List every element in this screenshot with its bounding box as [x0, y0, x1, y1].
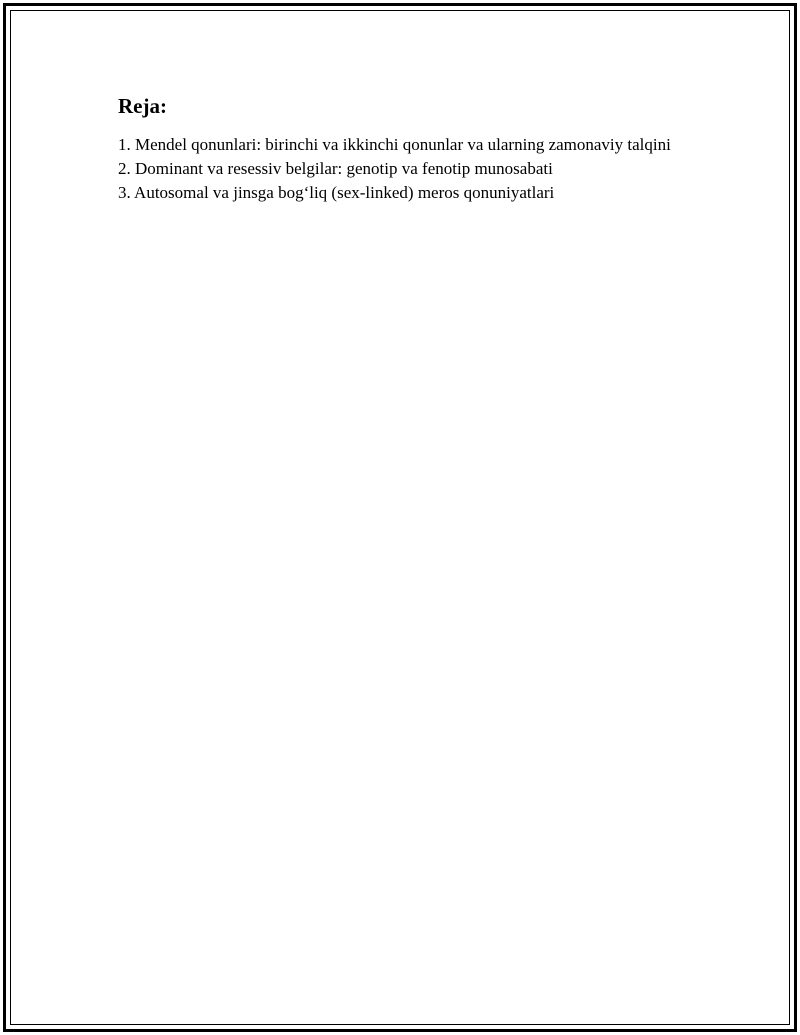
plan-item-3: 3. Autosomal va jinsga bog‘liq (sex-linked) meros qonuniyatlari — [118, 183, 555, 202]
plan-item-2: 2. Dominant va resessiv belgilar: genotip va fenotip munosabati — [118, 159, 553, 178]
plan-section — [118, 93, 678, 205]
plan-item-1: 1. Mendel qonunlari: birinchi va ikkinchi qonunlar va ularning zamonaviy talqini — [118, 135, 671, 154]
plan-heading: Reja: — [118, 94, 167, 118]
plan-list — [118, 133, 678, 205]
